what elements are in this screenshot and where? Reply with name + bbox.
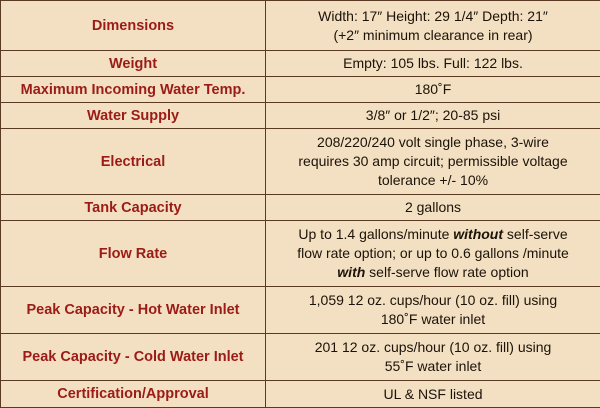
- spec-value-line: 55˚F water inlet: [272, 357, 594, 376]
- spec-label: Dimensions: [1, 1, 266, 51]
- spec-value-line: 208/220/240 volt single phase, 3-wire: [272, 133, 594, 152]
- spec-value-line: 2 gallons: [272, 198, 594, 217]
- flow-rate-text: Up to 1.4 gallons/minute: [298, 226, 453, 242]
- flow-rate-text: self-serve: [503, 226, 568, 242]
- spec-value: [266, 103, 600, 129]
- spec-row-dimensions: [1, 1, 600, 51]
- spec-label: Peak Capacity - Cold Water Inlet: [1, 334, 266, 381]
- spec-value: [266, 195, 600, 221]
- spec-row-electrical: [1, 129, 600, 195]
- spec-value-line: 201 12 oz. cups/hour (10 oz. fill) using: [272, 338, 594, 357]
- spec-row-peak-hot: [1, 287, 600, 334]
- spec-value-line: requires 30 amp circuit; permissible voltage: [272, 152, 594, 171]
- spec-label: Maximum Incoming Water Temp.: [1, 77, 266, 103]
- spec-label: Certification/Approval: [1, 381, 266, 408]
- spec-value: [266, 51, 600, 77]
- spec-value-line: UL & NSF listed: [272, 385, 594, 404]
- spec-value-line: 3/8″ or 1/2″; 20-85 psi: [272, 106, 594, 125]
- spec-value-line: Width: 17″ Height: 29 1/4″ Depth: 21″: [272, 7, 594, 26]
- spec-value-line: [272, 225, 594, 244]
- spec-label: Flow Rate: [1, 221, 266, 287]
- spec-label: Electrical: [1, 129, 266, 195]
- spec-label: Water Supply: [1, 103, 266, 129]
- spec-value-line: [272, 263, 594, 282]
- spec-row-flow-rate: [1, 221, 600, 287]
- spec-row-weight: [1, 51, 600, 77]
- flow-rate-emphasis: without: [453, 226, 503, 242]
- spec-value-line: 180˚F water inlet: [272, 310, 594, 329]
- spec-row-water-supply: [1, 103, 600, 129]
- spec-value: [266, 287, 600, 334]
- spec-value: [266, 381, 600, 408]
- spec-label: Weight: [1, 51, 266, 77]
- flow-rate-text: self-serve flow rate option: [365, 264, 528, 280]
- spec-row-max-water-temp: [1, 77, 600, 103]
- spec-row-peak-cold: [1, 334, 600, 381]
- spec-value-line: flow rate option; or up to 0.6 gallons /minute: [272, 244, 594, 263]
- spec-row-certification: [1, 381, 600, 408]
- spec-value-line: 180˚F: [272, 80, 594, 99]
- flow-rate-emphasis: with: [337, 264, 365, 280]
- spec-value-line: Empty: 105 lbs. Full: 122 lbs.: [272, 54, 594, 73]
- spec-value: [266, 1, 600, 51]
- spec-label: Peak Capacity - Hot Water Inlet: [1, 287, 266, 334]
- spec-value-line: 1,059 12 oz. cups/hour (10 oz. fill) using: [272, 291, 594, 310]
- spec-value-line: tolerance +/- 10%: [272, 171, 594, 190]
- spec-row-tank-capacity: [1, 195, 600, 221]
- spec-value: [266, 334, 600, 381]
- spec-value: [266, 77, 600, 103]
- spec-value: [266, 221, 600, 287]
- spec-value-line: (+2″ minimum clearance in rear): [272, 26, 594, 45]
- spec-label: Tank Capacity: [1, 195, 266, 221]
- spec-value: [266, 129, 600, 195]
